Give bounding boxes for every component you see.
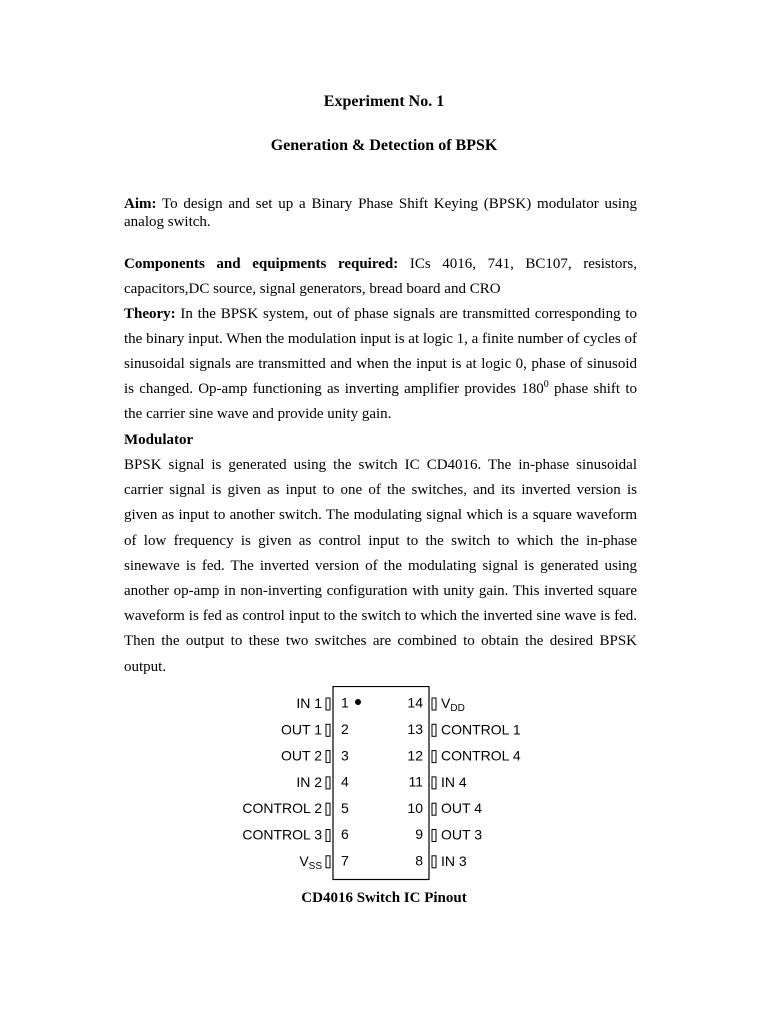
theory-paragraph	[124, 302, 637, 427]
degree-superscript: 0	[543, 379, 549, 390]
theory-text-end: phase shift to the carrier sine wave and provide unity gain.	[124, 381, 637, 422]
pin-label-left-7: $V_{SS}$	[299, 852, 322, 872]
components-text: ICs 4016, 741, BC107, resistors, capacitors,DC source, signal generators, bread board and CRO	[124, 256, 637, 297]
pin-number-1: 1	[341, 694, 349, 711]
pin-label-right-14: $V_{DD}$	[441, 694, 465, 714]
pin-tab-left-7	[326, 856, 330, 868]
pin-label-right-10: OUT 4	[441, 799, 482, 816]
pin-number-12: 12	[407, 747, 423, 764]
pin-number-4: 4	[341, 773, 349, 790]
modulator-heading: Modulator	[124, 432, 194, 448]
pin-label-left-5: CONTROL 2	[242, 799, 322, 816]
pin-tab-right-14	[432, 698, 436, 710]
pin-label-left-3: OUT 2	[281, 747, 322, 764]
pin-number-11: 11	[408, 773, 423, 790]
components-label: Components and equipments required:	[124, 256, 399, 272]
pin-number-6: 6	[341, 826, 349, 843]
components-paragraph	[124, 252, 637, 302]
pin-tab-right-11	[432, 777, 436, 789]
pin-number-5: 5	[341, 799, 349, 816]
theory-label: Theory:	[124, 306, 176, 322]
theory-text: In the BPSK system, out of phase signals are transmitted corresponding to the binary input. When the modulation input is at logic 1, a finite number of cycles of sinusoidal signals are transmitted and when the input is at logic 0, phase of sinusoid is changed. Op-amp functioning as inverting amplifier provides 180	[124, 306, 637, 397]
pin-number-3: 3	[341, 747, 349, 764]
pin-tab-left-3	[326, 751, 330, 763]
aim-text: To design and set up a Binary Phase Shift Keying (BPSK) modulator using analog switch.	[124, 196, 637, 230]
pin-number-13: 13	[407, 721, 423, 738]
pin-tab-right-8	[432, 856, 436, 868]
aim-paragraph	[124, 195, 637, 231]
aim-label: Aim:	[124, 196, 157, 212]
pin-tab-right-13	[432, 724, 436, 736]
pin-label-left-4: IN 2	[296, 773, 322, 790]
pin-number-7: 7	[341, 852, 349, 869]
pin-tab-left-1	[326, 698, 330, 710]
pin-label-right-9: OUT 3	[441, 826, 482, 843]
pin-number-9: 9	[415, 826, 423, 843]
pin-label-right-13: CONTROL 1	[441, 721, 521, 738]
pin-label-left-2: OUT 1	[281, 721, 322, 738]
ic-pinout-diagram	[240, 686, 540, 881]
pin-label-right-11: IN 4	[441, 773, 467, 790]
pin-tab-left-6	[326, 830, 330, 842]
pin-tab-right-12	[432, 751, 436, 763]
pin-tab-left-2	[326, 724, 330, 736]
pin-tab-right-10	[432, 803, 436, 815]
pin-label-left-6: CONTROL 3	[242, 826, 322, 843]
pin-tab-right-9	[432, 830, 436, 842]
pinout-caption: CD4016 Switch IC Pinout	[301, 890, 467, 906]
pin-label-right-12: CONTROL 4	[441, 747, 521, 764]
experiment-title: Experiment No. 1	[323, 93, 445, 110]
pin-label-right-8: IN 3	[441, 852, 467, 869]
pin-tab-left-4	[326, 777, 330, 789]
pin-label-left-1: IN 1	[296, 694, 322, 711]
pin-number-10: 10	[407, 799, 423, 816]
pinout-svg	[240, 686, 540, 881]
pin-number-2: 2	[341, 721, 349, 738]
pin-tab-left-5	[326, 803, 330, 815]
modulator-paragraph: BPSK signal is generated using the switch IC CD4016. The in-phase sinusoidal carrier signal is given as input to one of the switches, and its inverted version is given as input to another switch. The modulating signal which is a square waveform of low frequency is given as control input to the switch to which the in-phase sinewave is fed. The inverted version of the modulating signal is generated using another op-amp in non-inverting configuration with unity gain. This inverted square waveform is fed as control input to the switch to which the inverted sine wave is fed. Then the output to these two switches are combined to obtain the desired BPSK output.	[124, 457, 637, 675]
document-title: Generation & Detection of BPSK	[270, 137, 498, 154]
pin1-marker-dot	[355, 699, 361, 705]
pin-number-14: 14	[407, 694, 423, 711]
pin-number-8: 8	[415, 852, 423, 869]
